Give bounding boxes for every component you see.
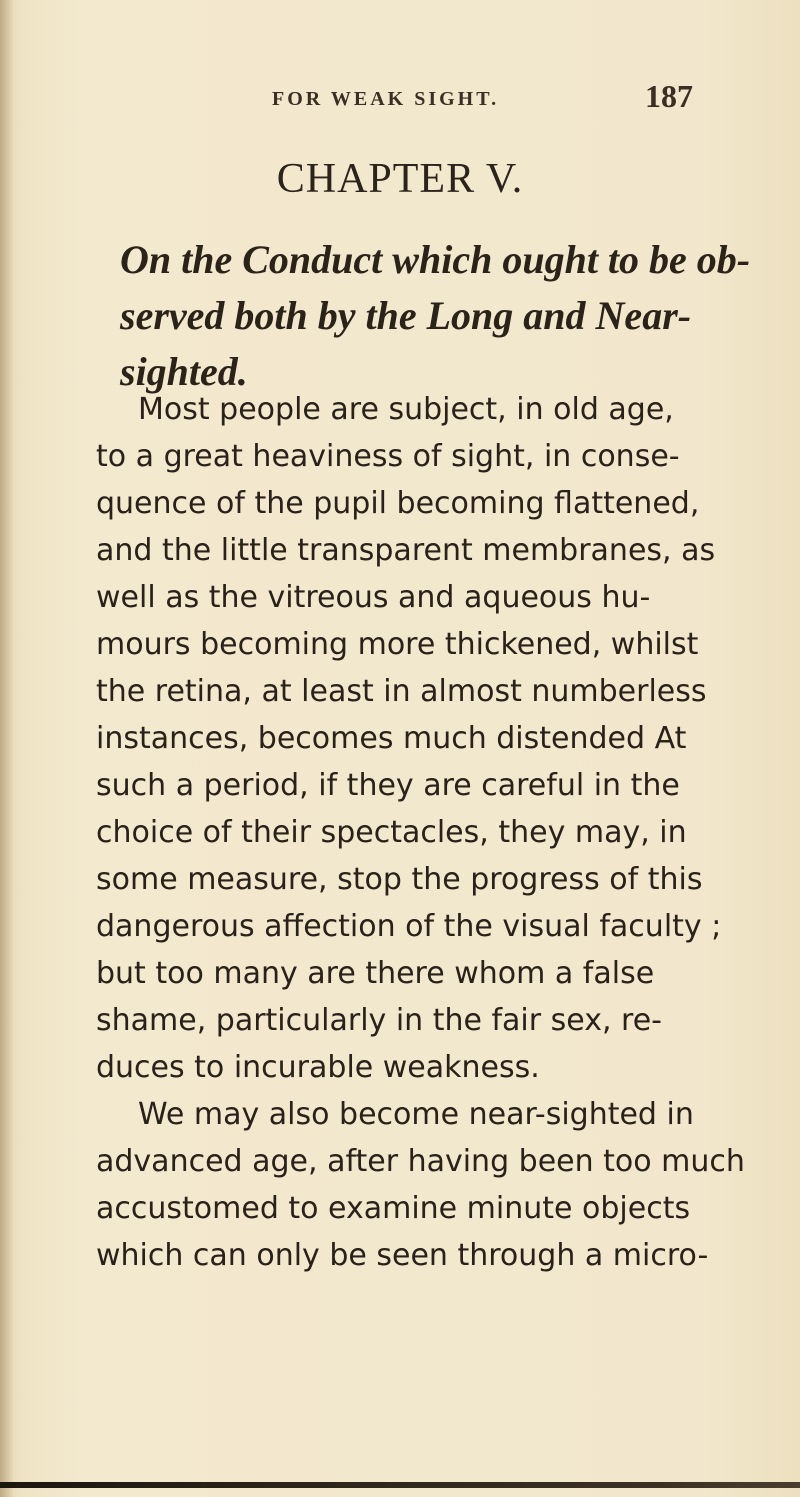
text-line: duces to incurable weakness. — [96, 1050, 540, 1085]
text-line: to a great heaviness of sight, in conse- — [96, 439, 680, 474]
subtitle-line: On the Conduct which ought to be ob- — [120, 237, 751, 282]
text-line: instances, becomes much distended At — [96, 721, 687, 756]
text-line: accustomed to examine minute objects — [96, 1191, 691, 1226]
subtitle-line: served both by the Long and Near- — [120, 293, 692, 338]
text-line: We may also become near-sighted in — [138, 1097, 694, 1132]
text-line: such a period, if they are careful in the — [96, 768, 680, 803]
text-line: mours becoming more thickened, whilst — [96, 627, 699, 662]
text-line: dangerous affection of the visual faculty ; — [96, 909, 722, 944]
chapter-subtitle — [120, 232, 751, 400]
text-line: choice of their spectacles, they may, in — [96, 815, 687, 850]
text-line: quence of the pupil becoming flattened, — [96, 486, 700, 521]
running-head: FOR WEAK SIGHT. — [272, 88, 500, 110]
page-edge-shadow — [0, 1482, 800, 1488]
text-line: the retina, at least in almost numberless — [96, 674, 707, 709]
spine-shadow — [0, 0, 14, 1497]
text-line: shame, particularly in the fair sex, re- — [96, 1003, 662, 1038]
text-line: Most people are subject, in old age, — [138, 392, 674, 427]
text-line: well as the vitreous and aqueous hu- — [96, 580, 651, 615]
text-line: some measure, stop the progress of this — [96, 862, 703, 897]
text-line: but too many are there whom a false — [96, 956, 655, 991]
text-line: and the little transparent membranes, as — [96, 533, 716, 568]
chapter-title: CHAPTER V. — [276, 156, 524, 202]
body-text — [96, 386, 776, 1279]
subtitle-line: sighted. — [120, 349, 248, 394]
page-number: 187 — [645, 78, 693, 114]
text-line: advanced age, after having been too much — [96, 1144, 745, 1179]
text-line: which can only be seen through a micro- — [96, 1238, 709, 1273]
